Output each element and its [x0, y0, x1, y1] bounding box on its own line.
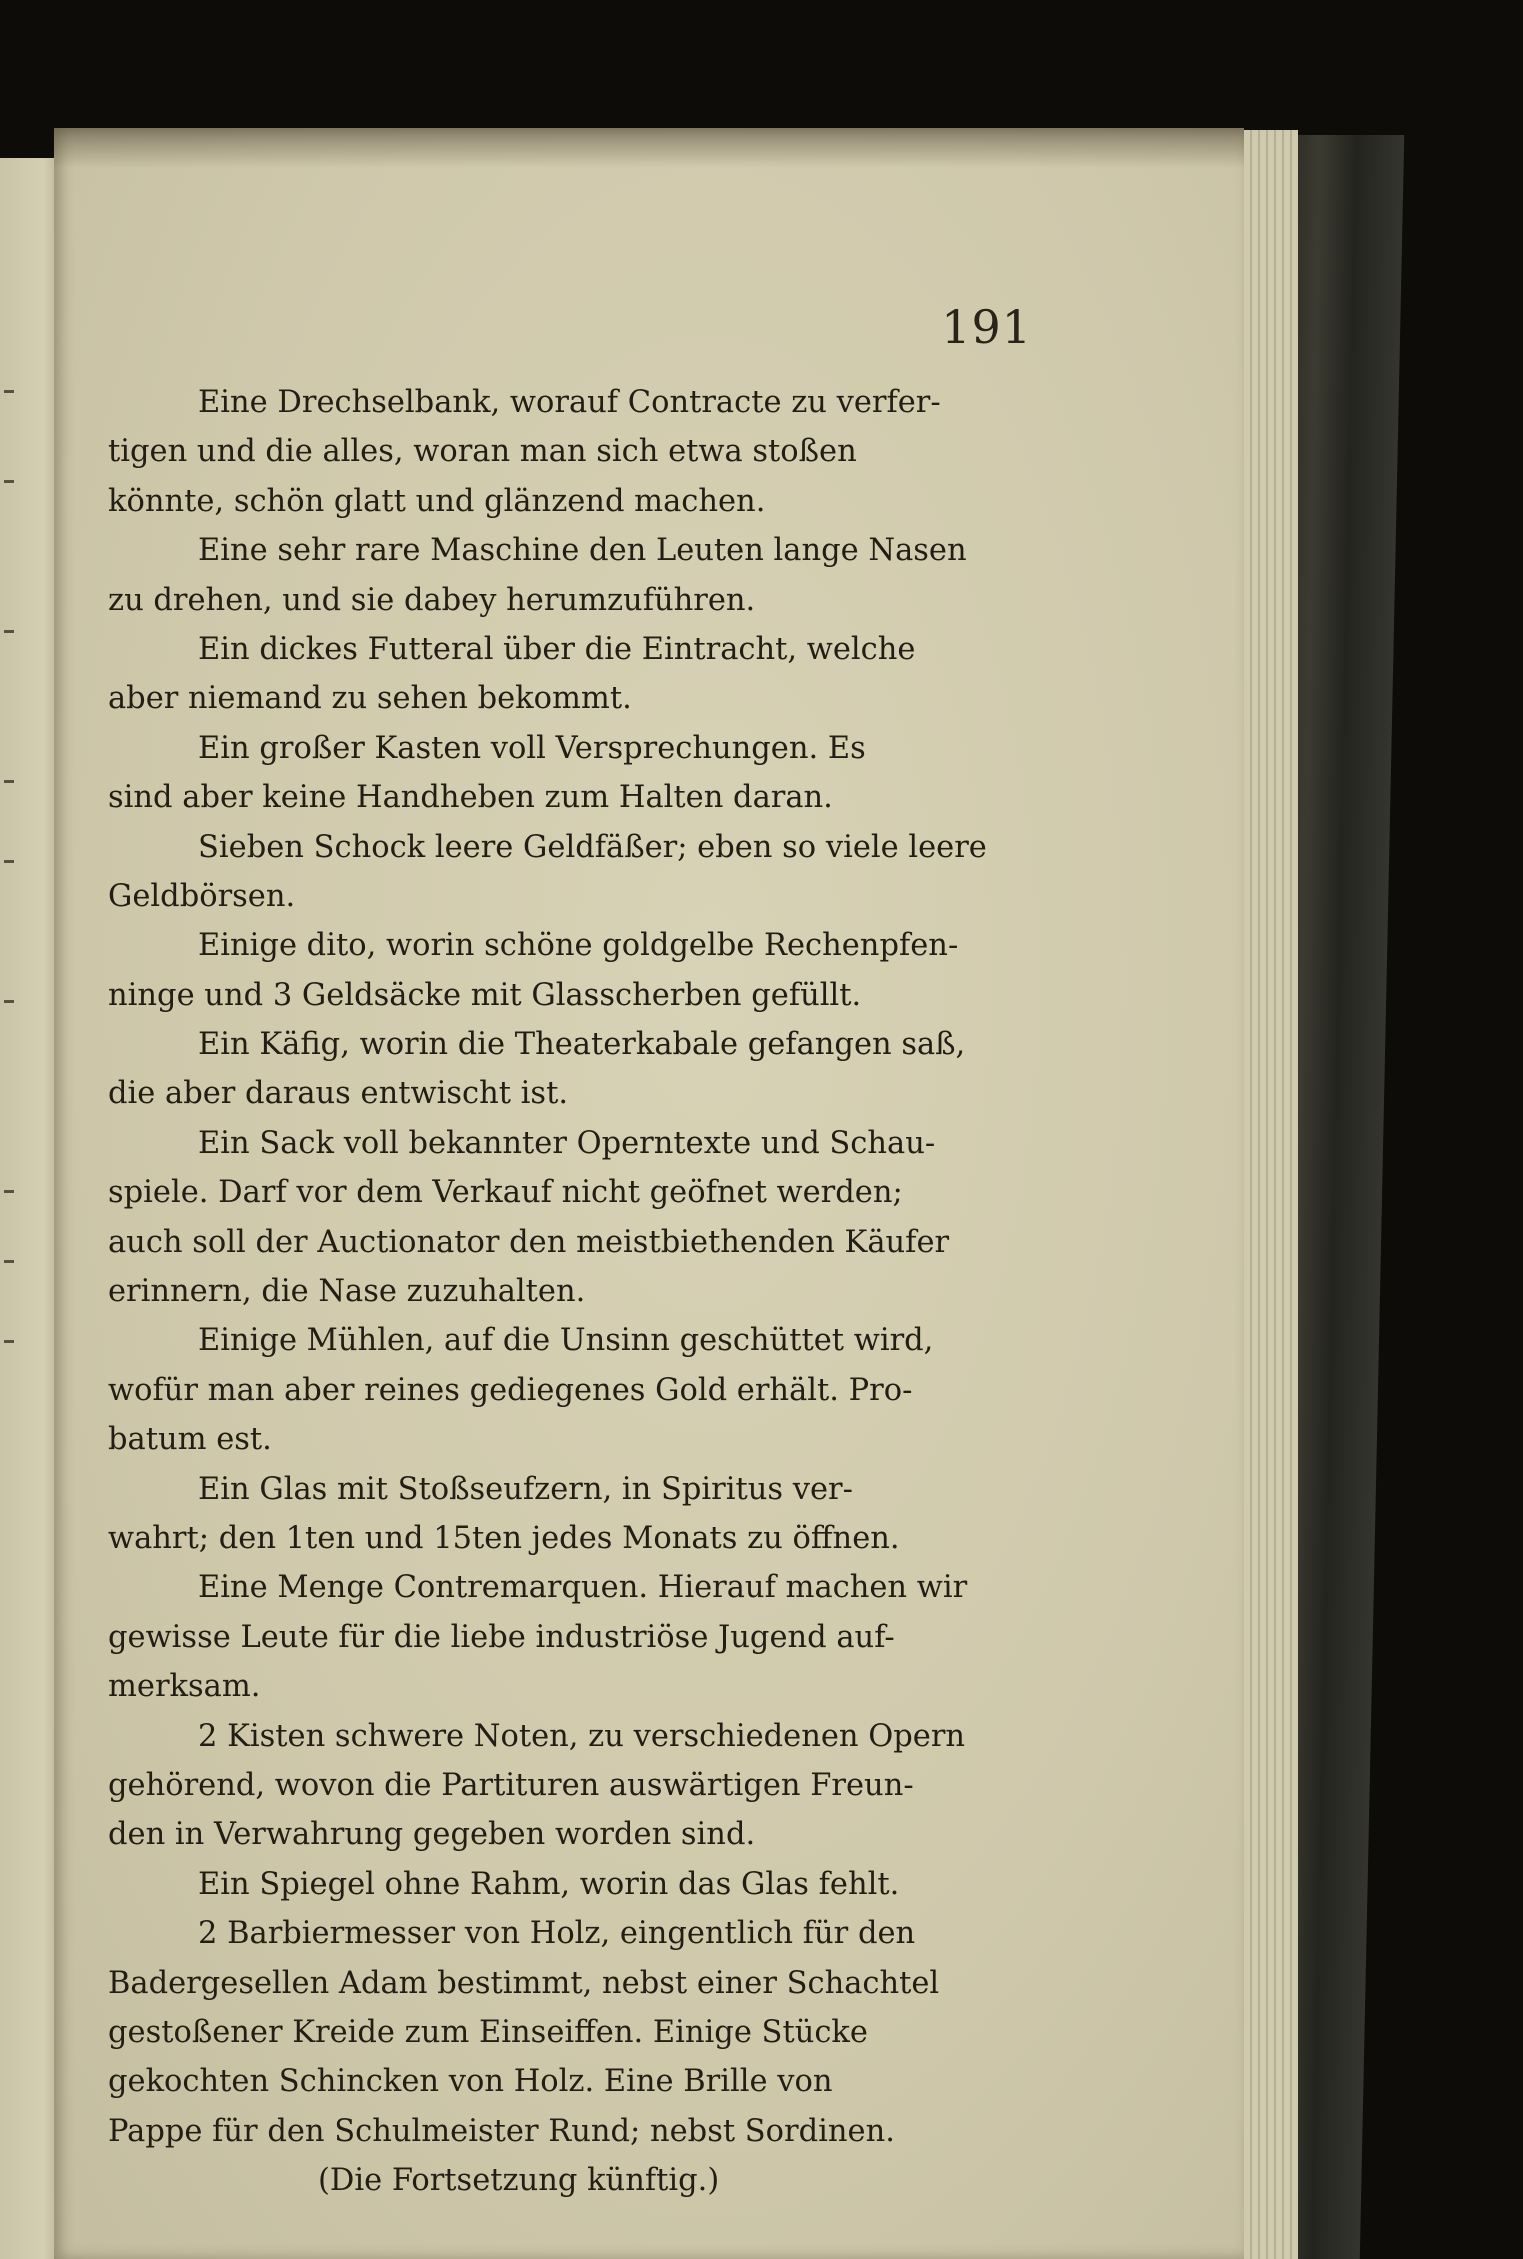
text-line: ninge und 3 Geldsäcke mit Glasscherben gefüllt.	[108, 977, 862, 1013]
text-line: Eine Drechselbank, worauf Contracte zu verfer-	[198, 385, 941, 420]
text-line: gewisse Leute für die liebe industriöse Jugend auf-	[108, 1619, 895, 1655]
text-line: Eine Menge Contremarquen. Hierauf machen wir	[198, 1570, 968, 1606]
text-line: die aber daraus entwischt ist.	[108, 1076, 569, 1112]
text-line: könnte, schön glatt und glänzend machen.	[108, 483, 766, 519]
text-line: Ein Spiegel ohne Rahm, worin das Glas fehlt.	[198, 1866, 900, 1902]
text-line: Ein Käfig, worin die Theaterkabale gefangen saß,	[198, 1027, 966, 1063]
text-line: 2 Barbiermesser von Holz, eingentlich für den	[198, 1916, 916, 1952]
left-page-text-fragments	[0, 160, 30, 1460]
page-number: 191	[941, 300, 1032, 354]
text-line: aber niemand zu sehen bekommt.	[108, 681, 632, 717]
text-line: Eine sehr rare Maschine den Leuten lange Nasen	[198, 533, 967, 569]
text-line: gestoßener Kreide zum Einseiffen. Einige Stücke	[108, 2014, 868, 2050]
text-line: 2 Kisten schwere Noten, zu verschiedenen Opern	[198, 1718, 966, 1754]
text-line: zu drehen, und sie dabey herumzuführen.	[108, 582, 756, 618]
text-line: Einige dito, worin schöne goldgelbe Rechenpfen-	[198, 928, 959, 964]
text-line: erinnern, die Nase zuzuhalten.	[108, 1274, 586, 1310]
text-line: Ein Glas mit Stoßseufzern, in Spiritus ver-	[198, 1471, 853, 1507]
text-line: Pappe für den Schulmeister Rund; nebst Sordinen.	[108, 2113, 895, 2149]
text-line: merksam.	[108, 1669, 261, 1705]
text-line: spiele. Darf vor dem Verkauf nicht geöfnet werden;	[108, 1175, 903, 1211]
text-line: Badergesellen Adam bestimmt, nebst einer Schachtel	[108, 1965, 940, 2001]
text-line: Geldbörsen.	[108, 878, 296, 914]
text-line: sind aber keine Handheben zum Halten daran.	[108, 780, 833, 816]
text-line: Ein großer Kasten voll Versprechungen. Es	[198, 730, 866, 766]
closing-note: (Die Fortsetzung künftig.)	[318, 2163, 720, 2199]
text-line: Ein dickes Futteral über die Eintracht, welche	[198, 631, 916, 667]
page-body-text	[108, 378, 1008, 2205]
text-line: wofür man aber reines gediegenes Gold erhält. Pro-	[108, 1372, 913, 1408]
text-line: batum est.	[108, 1422, 272, 1458]
text-line: Sieben Schock leere Geldfäßer; eben so viele leere	[198, 829, 987, 865]
text-line: auch soll der Auctionator den meistbiethenden Käufer	[108, 1224, 950, 1260]
text-line: wahrt; den 1ten und 15ten jedes Monats zu öffnen.	[108, 1520, 900, 1556]
text-line: Einige Mühlen, auf die Unsinn geschüttet wird,	[198, 1323, 934, 1359]
text-line: gehörend, wovon die Partituren auswärtigen Freun-	[108, 1767, 914, 1803]
text-line: Ein Sack voll bekannter Operntexte und Schau-	[198, 1125, 936, 1161]
text-line: den in Verwahrung gegeben worden sind.	[108, 1817, 756, 1853]
page-shadow	[54, 128, 1244, 168]
text-line: tigen und die alles, woran man sich etwa stoßen	[108, 434, 857, 470]
text-line: gekochten Schincken von Holz. Eine Brille von	[108, 2064, 833, 2100]
